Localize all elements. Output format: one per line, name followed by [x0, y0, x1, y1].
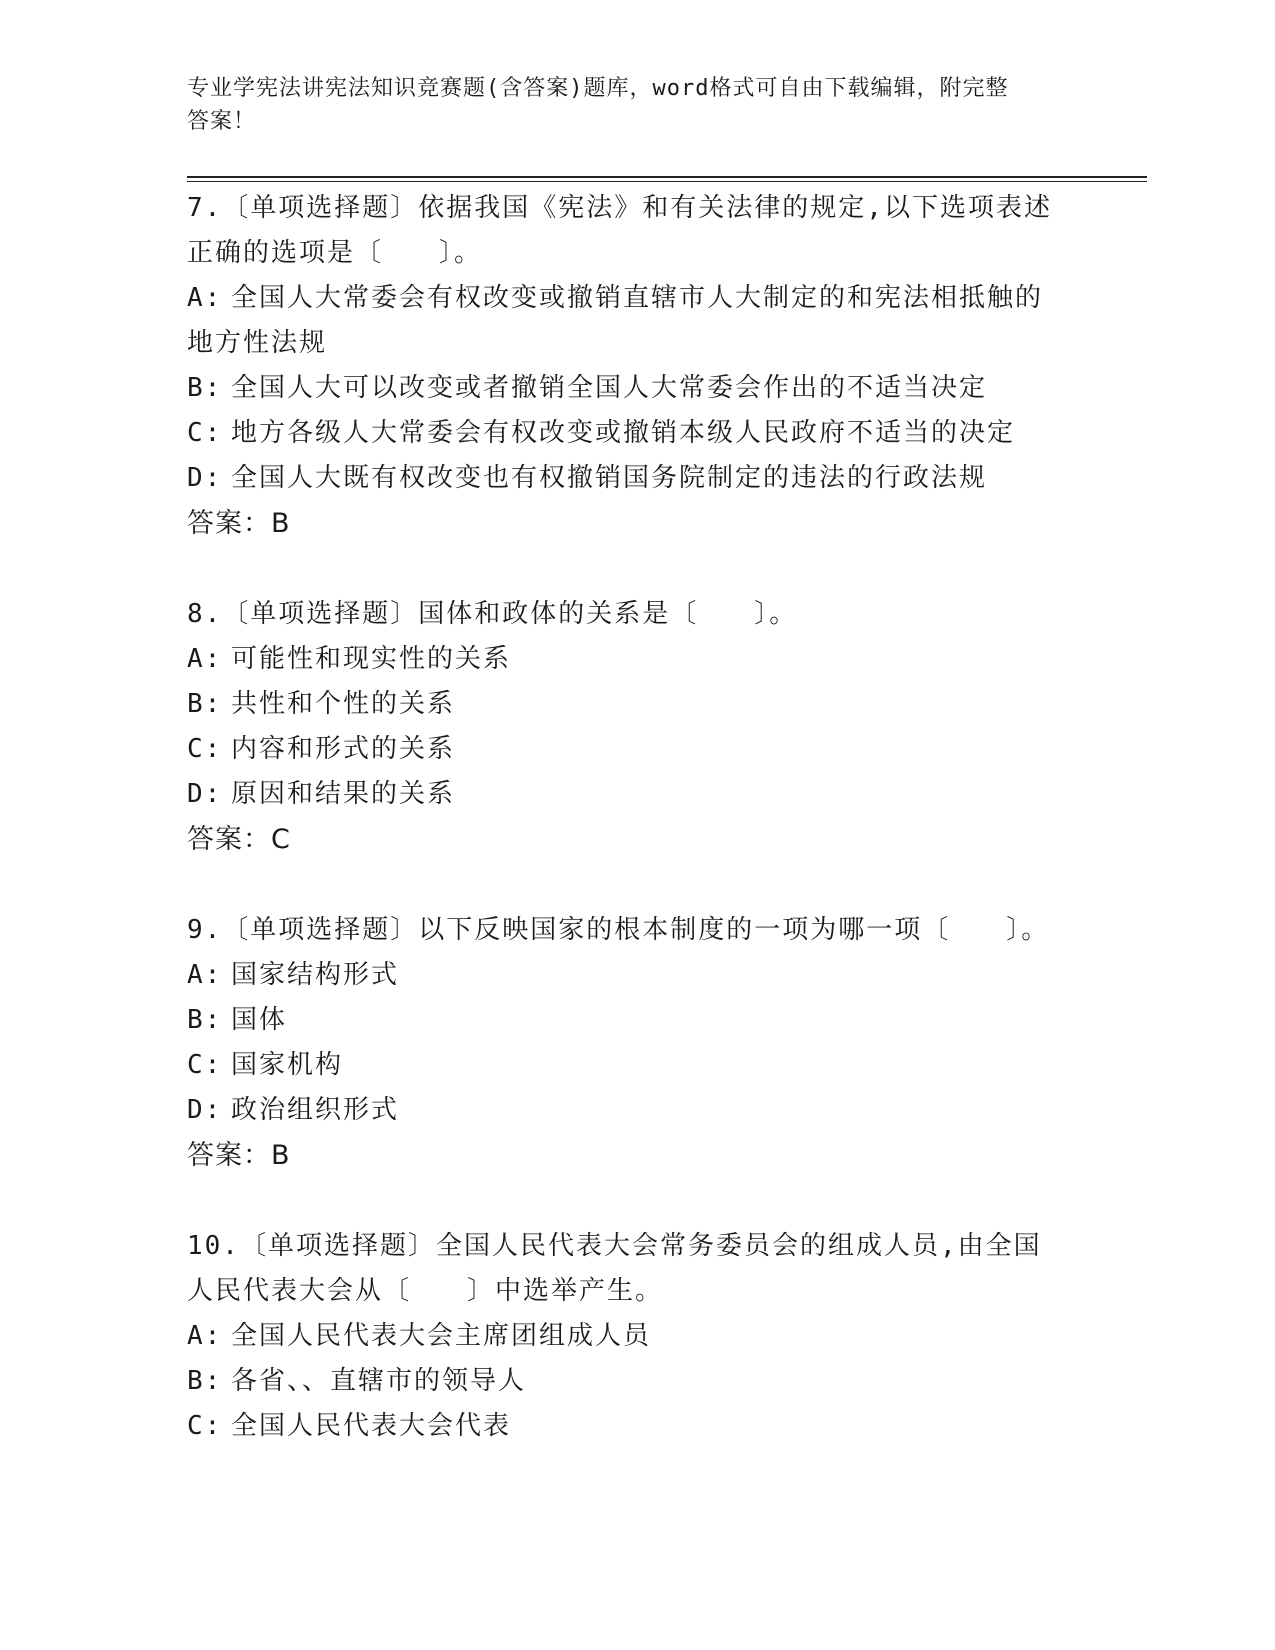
option-c: [187, 727, 1077, 772]
option-b: [187, 998, 1077, 1043]
header-divider-thin: [187, 181, 1147, 182]
option-label: A:: [187, 960, 223, 990]
question-stem-continued: 人民代表大会从〔 〕中选举产生。: [187, 1276, 664, 1306]
option-text: 全国人大可以改变或者撤销全国人大常委会作出的不适当决定: [231, 373, 988, 403]
option-label: B:: [187, 689, 223, 719]
option-text: 各省、、直辖市的领导人: [231, 1366, 527, 1396]
option-text: 全国人大常委会有权改变或撤销直辖市人大制定的和宪法相抵触的: [231, 283, 1044, 313]
option-a: [187, 953, 1077, 998]
option-c: [187, 411, 1077, 456]
question-spacer: [187, 546, 1077, 592]
option-text: 全国人大既有权改变也有权撤销国务院制定的违法的行政法规: [231, 463, 988, 493]
option-label: C:: [187, 734, 223, 764]
option-a: [187, 1314, 1077, 1359]
header-line-2: 答案！: [187, 109, 257, 134]
option-label: A:: [187, 1321, 223, 1351]
question-spacer: [187, 1178, 1077, 1224]
option-b: [187, 1359, 1077, 1404]
option-text: 国家结构形式: [231, 960, 400, 990]
option-label: D:: [187, 1095, 223, 1125]
question-spacer: [187, 862, 1077, 908]
option-text: 全国人民代表大会主席团组成人员: [231, 1321, 652, 1351]
option-text: 全国人民代表大会代表: [231, 1411, 512, 1441]
option-c: [187, 1404, 1077, 1449]
option-label: A:: [187, 644, 223, 674]
document-header: [187, 72, 1067, 138]
option-label: B:: [187, 373, 223, 403]
option-text: 可能性和现实性的关系: [231, 644, 512, 674]
question-stem-continued: 正确的选项是〔 〕。: [187, 238, 483, 268]
option-b: [187, 366, 1077, 411]
question-stem: 10.〔单项选择题〕全国人民代表大会常务委员会的组成人员,由全国: [187, 1231, 1042, 1261]
question-8: [187, 592, 1077, 862]
answer-line: 答案：B: [187, 1140, 291, 1171]
option-a-continued: 地方性法规: [187, 328, 328, 358]
option-a: [187, 637, 1077, 682]
question-7: [187, 186, 1077, 546]
option-label: B:: [187, 1005, 223, 1035]
question-10: [187, 1224, 1077, 1449]
option-text: 原因和结果的关系: [231, 779, 456, 809]
option-b: [187, 682, 1077, 727]
answer-line: 答案：B: [187, 508, 291, 539]
option-text: 共性和个性的关系: [231, 689, 456, 719]
question-stem: 8.〔单项选择题〕国体和政体的关系是〔 〕。: [187, 599, 798, 629]
option-d: [187, 772, 1077, 817]
answer-line: 答案：C: [187, 824, 291, 855]
option-label: C:: [187, 418, 223, 448]
header-divider-thick: [187, 176, 1147, 178]
question-stem: 9.〔单项选择题〕以下反映国家的根本制度的一项为哪一项〔 〕。: [187, 915, 1050, 945]
option-label: B:: [187, 1366, 223, 1396]
option-c: [187, 1043, 1077, 1088]
option-label: D:: [187, 463, 223, 493]
question-stem: 7.〔单项选择题〕依据我国《宪法》和有关法律的规定,以下选项表述: [187, 193, 1052, 223]
option-text: 国体: [231, 1005, 288, 1035]
option-label: A:: [187, 283, 223, 313]
option-d: [187, 456, 1077, 501]
option-label: C:: [187, 1411, 223, 1441]
option-a: [187, 276, 1077, 321]
question-list: [187, 186, 1077, 1449]
option-label: C:: [187, 1050, 223, 1080]
option-text: 政治组织形式: [231, 1095, 400, 1125]
option-d: [187, 1088, 1077, 1133]
option-label: D:: [187, 779, 223, 809]
question-9: [187, 908, 1077, 1178]
option-text: 内容和形式的关系: [231, 734, 456, 764]
option-text: 地方各级人大常委会有权改变或撤销本级人民政府不适当的决定: [231, 418, 1016, 448]
option-text: 国家机构: [231, 1050, 344, 1080]
header-line-1: 专业学宪法讲宪法知识竞赛题(含答案)题库，word格式可自由下载编辑，附完整: [187, 76, 1009, 101]
